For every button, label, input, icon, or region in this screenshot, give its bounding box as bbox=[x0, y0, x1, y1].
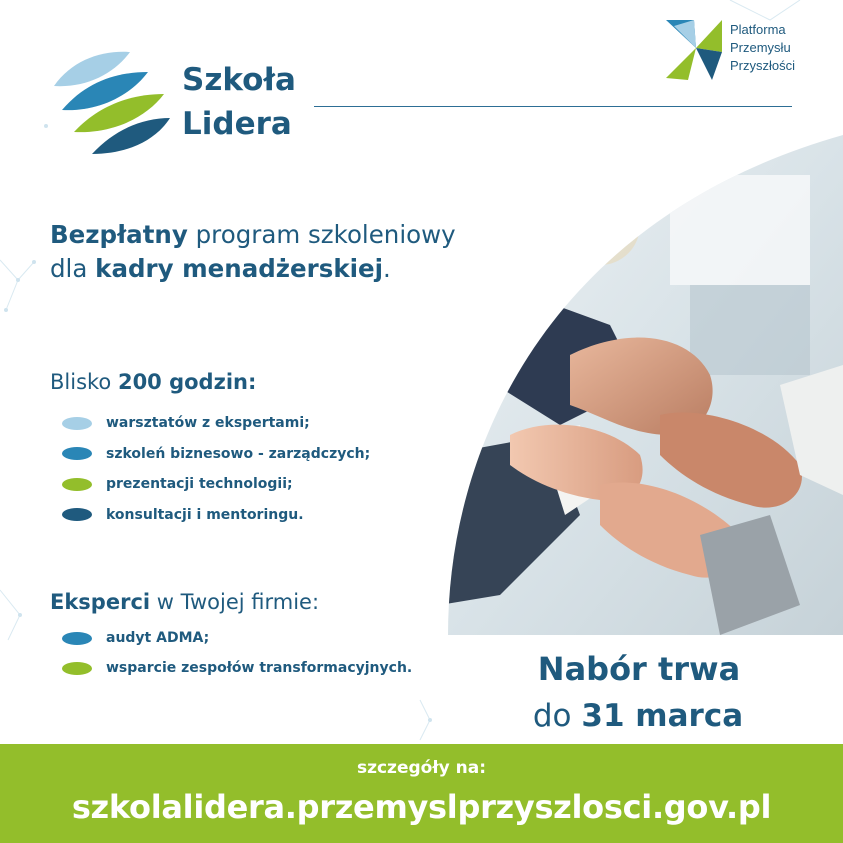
footer-label: szczegóły na: bbox=[356, 758, 487, 778]
platforma-przemyslu-logo bbox=[666, 18, 826, 80]
leaf-bullet-icon bbox=[62, 632, 92, 645]
experts-heading: Eksperci w Twojej firmie: bbox=[50, 590, 320, 614]
leaf-bullet-icon bbox=[62, 417, 92, 430]
logo-word-lidera: Lidera bbox=[182, 106, 292, 142]
list-item: wsparcie zespołów transformacyjnych. bbox=[62, 653, 412, 683]
list-item: konsultacji i mentoringu. bbox=[62, 500, 370, 531]
hours-heading: Blisko 200 godzin: bbox=[50, 370, 257, 394]
headline: Bezpłatny program szkoleniowy dla kadry menadżerskiej. bbox=[50, 220, 456, 283]
leaf-bullet-icon bbox=[62, 508, 92, 521]
recruitment-deadline: do 31 marca bbox=[532, 698, 744, 734]
leaf-bullet-icon bbox=[62, 447, 92, 460]
recruitment-title: Nabór trwa bbox=[537, 650, 741, 688]
partner-name: Platforma Przemysłu Przyszłości bbox=[730, 22, 796, 73]
list-item: warsztatów z ekspertami; bbox=[62, 408, 370, 439]
stripes-logo-icon bbox=[52, 50, 172, 155]
leaf-bullet-icon bbox=[62, 478, 92, 491]
leaf-bullet-icon bbox=[62, 662, 92, 675]
website-link[interactable]: szkolalidera.przemyslprzyszlosci.gov.pl bbox=[71, 788, 772, 826]
hands-photo bbox=[440, 135, 843, 635]
logo-divider-line bbox=[314, 106, 792, 107]
experts-list bbox=[62, 623, 412, 683]
list-item: szkoleń biznesowo - zarządczych; bbox=[62, 439, 370, 470]
butterfly-icon bbox=[666, 18, 724, 80]
list-item: audyt ADMA; bbox=[62, 623, 412, 653]
logo-word-szkola: Szkoła bbox=[182, 62, 296, 98]
list-item: prezentacji technologii; bbox=[62, 469, 370, 500]
hours-list bbox=[62, 408, 370, 530]
footer-banner bbox=[0, 744, 843, 843]
szkola-lidera-logo bbox=[52, 50, 312, 155]
